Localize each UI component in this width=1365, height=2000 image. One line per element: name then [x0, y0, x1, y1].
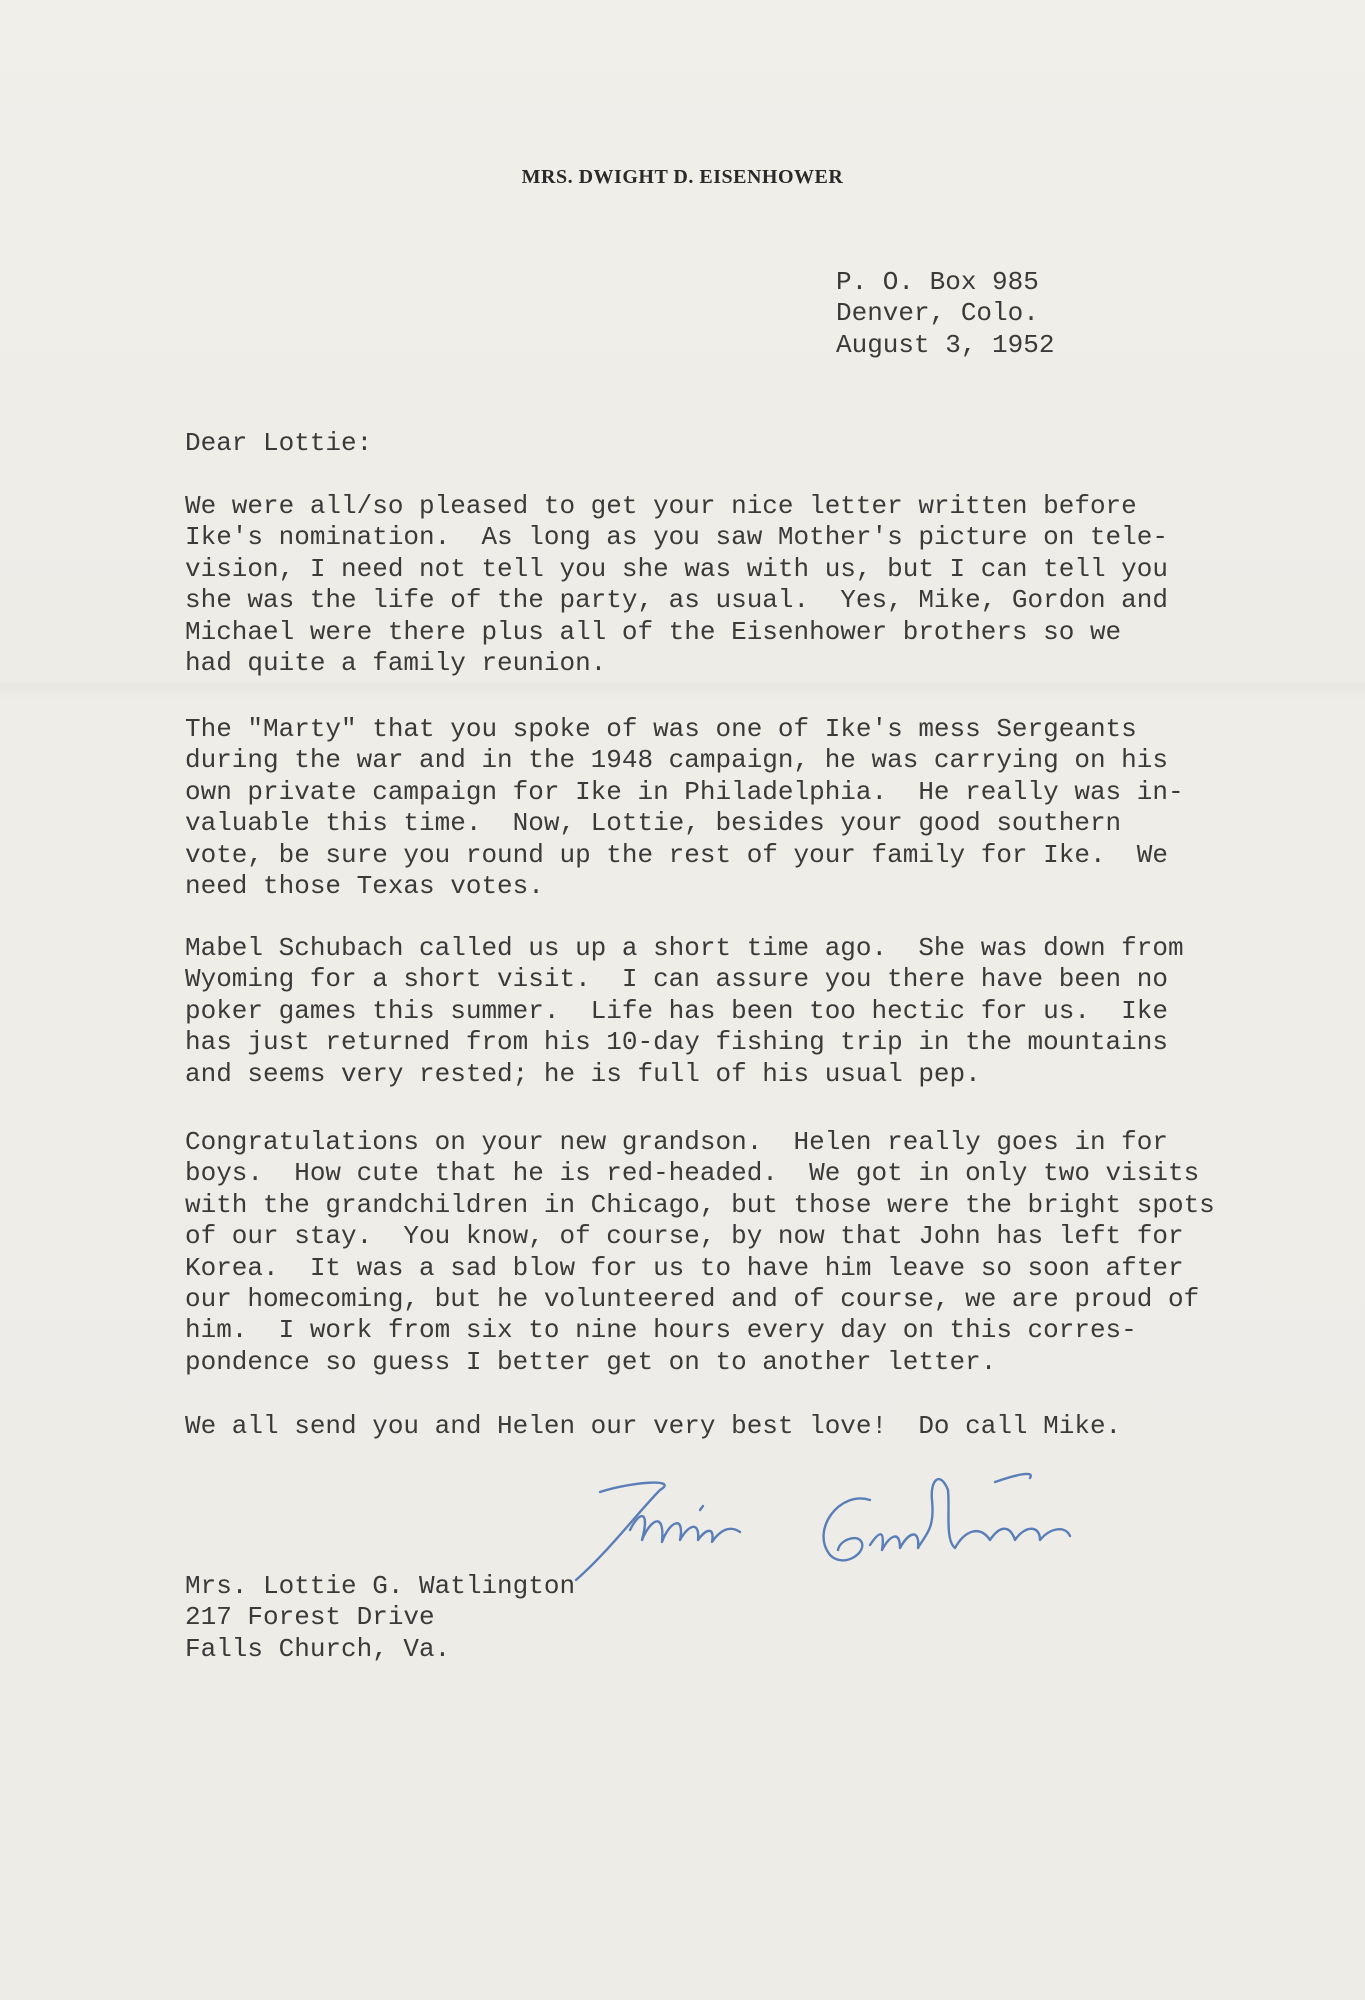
recipient-address: [185, 1571, 575, 1665]
address-line: 217 Forest Drive: [185, 1602, 435, 1633]
address-line: P. O. Box 985: [836, 267, 1039, 297]
text-line: had quite a family reunion.: [185, 647, 607, 678]
text-line: Michael were there plus all of the Eisenhower brothers so we: [185, 616, 1122, 647]
text-line: of our stay. You know, of course, by now that John has left for: [185, 1221, 1184, 1252]
closing: We all send you and Helen our very best love! Do call Mike.: [185, 1411, 1122, 1441]
paragraph-1: [185, 491, 1168, 679]
paragraph-4: [185, 1127, 1215, 1378]
text-line: Congratulations on your new grandson. Helen really goes in for: [185, 1127, 1168, 1157]
text-line: poker games this summer. Life has been too hectic for us. Ike: [185, 995, 1168, 1026]
text-line: him. I work from six to nine hours every day on this corres-: [185, 1315, 1137, 1346]
signature: [570, 1470, 1210, 1600]
text-line: our homecoming, but he volunteered and of course, we are proud of: [185, 1283, 1200, 1314]
text-line: Mabel Schubach called us up a short time ago. She was down from: [185, 933, 1184, 963]
text-line: boys. How cute that he is red-headed. We got in only two visits: [185, 1158, 1200, 1189]
text-line: with the grandchildren in Chicago, but those were the bright spots: [185, 1189, 1215, 1220]
text-line: The "Marty" that you spoke of was one of Ike's mess Sergeants: [185, 714, 1137, 744]
text-line: Ike's nomination. As long as you saw Mother's picture on tele-: [185, 522, 1168, 553]
paragraph-3: [185, 933, 1184, 1090]
text-line: need those Texas votes.: [185, 870, 544, 901]
text-line: vision, I need not tell you she was with us, but I can tell you: [185, 553, 1168, 584]
letterhead: MRS. DWIGHT D. EISENHOWER: [521, 166, 844, 188]
text-line: vote, be sure you round up the rest of your family for Ike. We: [185, 839, 1168, 870]
text-line: Wyoming for a short visit. I can assure you there have been no: [185, 964, 1168, 995]
address-line: Falls Church, Va.: [185, 1633, 451, 1664]
text-line: We were all/so pleased to get your nice letter written before: [185, 491, 1137, 521]
text-line: Korea. It was a sad blow for us to have him leave so soon after: [185, 1252, 1184, 1283]
salutation: Dear Lottie:: [185, 428, 373, 458]
paragraph-2: [185, 714, 1184, 902]
text-line: pondence so guess I better get on to another letter.: [185, 1346, 997, 1377]
address-line: Mrs. Lottie G. Watlington: [185, 1571, 576, 1601]
text-line: during the war and in the 1948 campaign, he was carrying on his: [185, 745, 1168, 776]
date-line: August 3, 1952: [836, 329, 1055, 360]
text-line: valuable this time. Now, Lottie, besides your good southern: [185, 808, 1122, 839]
text-line: has just returned from his 10-day fishing trip in the mountains: [185, 1027, 1168, 1058]
address-line: Denver, Colo.: [836, 298, 1039, 329]
text-line: she was the life of the party, as usual. Yes, Mike, Gordon and: [185, 585, 1168, 616]
sender-address: [836, 267, 1054, 361]
text-line: and seems very rested; he is full of his usual pep.: [185, 1058, 981, 1089]
text-line: own private campaign for Ike in Philadelphia. He really was in-: [185, 776, 1184, 807]
